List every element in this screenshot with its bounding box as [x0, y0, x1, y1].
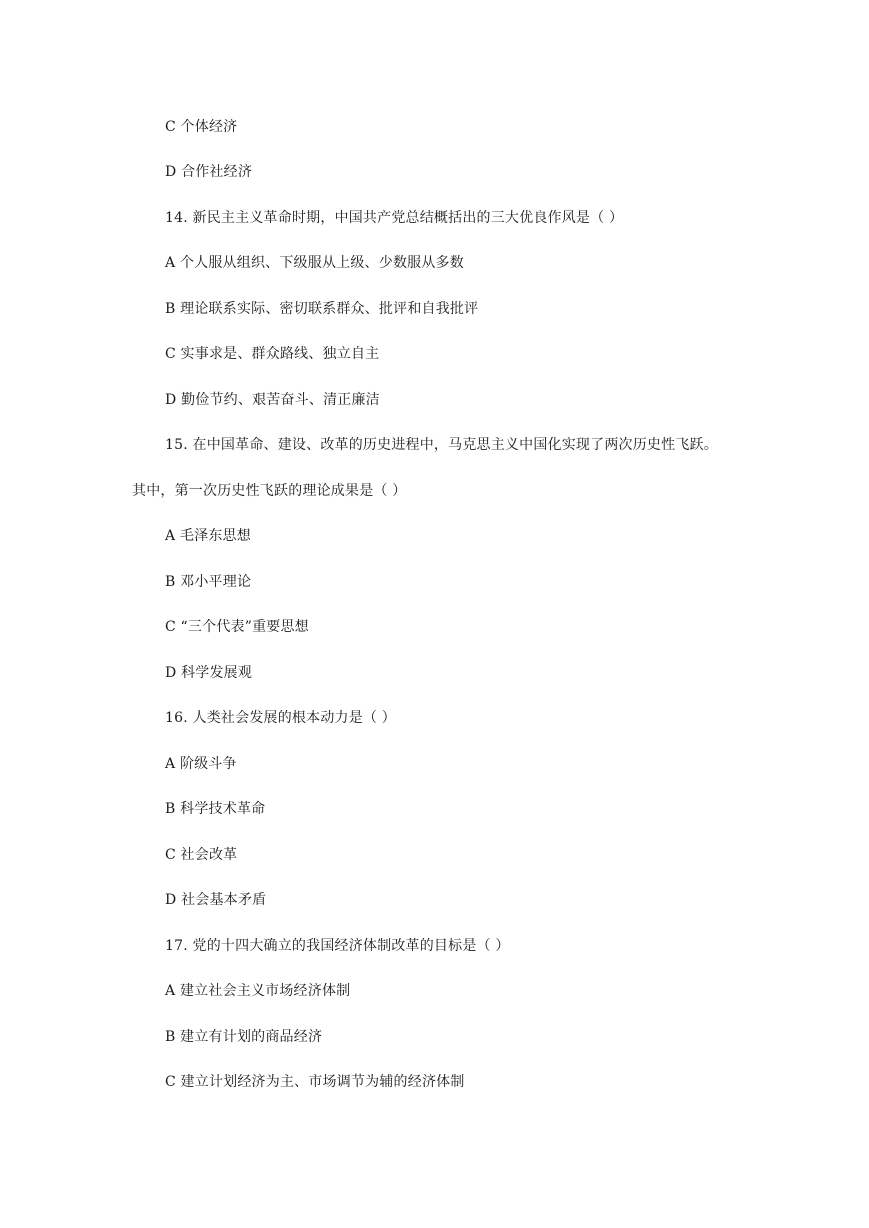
option-16-d: D 社会基本矛盾 — [165, 892, 267, 908]
option-14-a: A 个人服从组织、下级服从上级、少数服从多数 — [165, 255, 464, 271]
option-15-b: B 邓小平理论 — [165, 574, 252, 590]
option-16-b: B 科学技术革命 — [165, 801, 266, 817]
option-14-c: C 实事求是、群众路线、独立自主 — [165, 346, 380, 362]
question-15-continuation: 其中，第一次历史性飞跃的理论成果是（ ） — [132, 483, 407, 499]
option-17-c: C 建立计划经济为主、市场调节为辅的经济体制 — [165, 1074, 465, 1090]
question-15: 15. 在中国革命、建设、改革的历史进程中，马克思主义中国化实现了两次历史性飞跃。 — [165, 437, 718, 453]
option-16-c: C 社会改革 — [165, 847, 238, 863]
option-14-d: D 勤俭节约、艰苦奋斗、清正廉洁 — [165, 392, 380, 408]
option-13-c: C 个体经济 — [165, 119, 238, 135]
option-14-b: B 理论联系实际、密切联系群众、批评和自我批评 — [165, 301, 479, 317]
option-13-d: D 合作社经济 — [165, 164, 253, 180]
option-15-c: C “三个代表”重要思想 — [165, 619, 309, 635]
question-14: 14. 新民主主义革命时期，中国共产党总结概括出的三大优良作风是（ ） — [165, 210, 624, 226]
option-17-a: A 建立社会主义市场经济体制 — [165, 983, 351, 999]
option-15-d: D 科学发展观 — [165, 665, 253, 681]
question-16: 16. 人类社会发展的根本动力是（ ） — [165, 710, 396, 726]
option-17-b: B 建立有计划的商品经济 — [165, 1029, 323, 1045]
question-17: 17. 党的十四大确立的我国经济体制改革的目标是（ ） — [165, 938, 510, 954]
option-16-a: A 阶级斗争 — [165, 756, 237, 772]
option-15-a: A 毛泽东思想 — [165, 528, 251, 544]
